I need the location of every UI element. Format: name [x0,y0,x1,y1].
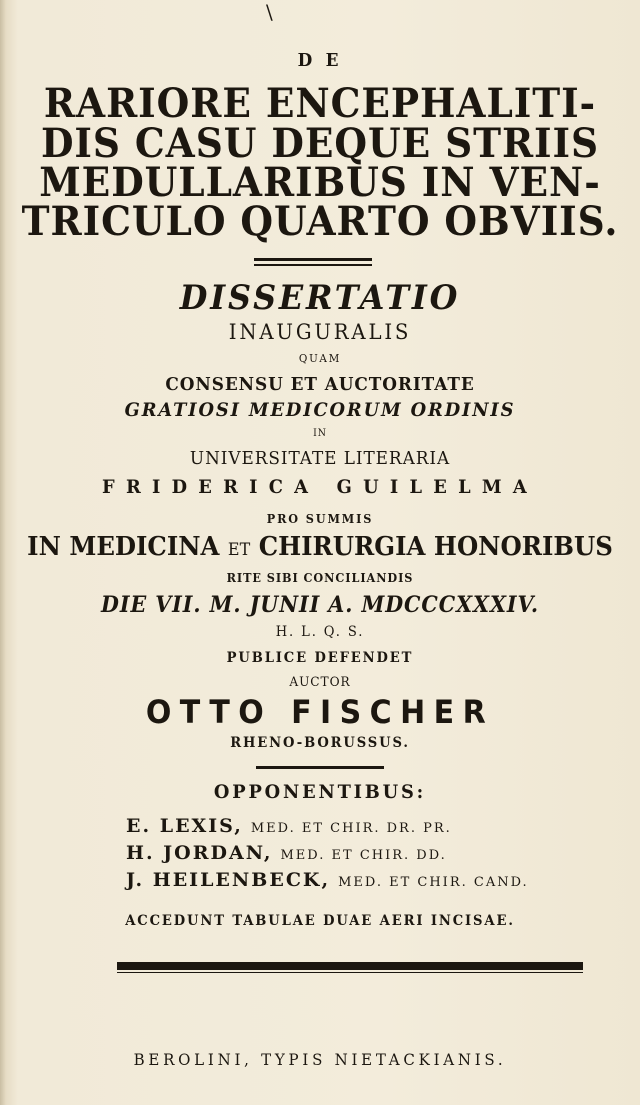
friderica-text: FRIDERICA GUILELMA [102,476,538,498]
defense-date: DIE VII. M. JUNII A. MDCCCXXXIV. [101,592,539,618]
consensu-text: CONSENSU ET AUCTORITATE [165,374,475,395]
title-preposition: D E [297,50,343,71]
opponent-2-name: H. JORDAN, [126,842,273,864]
author-name: OTTO FISCHER [145,693,495,731]
page-mark: \ [266,0,273,24]
medicina-part-2: CHIRURGIA HONORIBUS [258,532,613,562]
opponent-2-title: MED. ET CHIR. DD. [280,848,447,863]
quam-text: QUAM [298,352,342,365]
auctor-text: AUCTOR [289,675,351,690]
hlqs-text: H. L. Q. S. [275,624,365,640]
medicina-et: ET [227,540,251,560]
universitate-text: UNIVERSITATE LITERARIA [189,448,451,469]
dissertatio-heading: DISSERTATIO [179,278,461,318]
inauguralis-heading: INAUGURALIS [228,320,412,344]
opponent-3-name: J. HEILENBECK, [126,869,331,891]
imprint-text: BEROLINI, TYPIS NIETACKIANIS. [133,1050,507,1069]
author-origin: RHENO-BORUSSUS. [230,735,410,751]
rite-text: RITE SIBI CONCILIANDIS [226,571,414,585]
pro-summis-text: PRO SUMMIS [266,512,374,526]
medicina-line [20,532,620,562]
divider-rule-1b [254,264,372,266]
opponent-3-title: MED. ET CHIR. CAND. [338,875,529,890]
heavy-rule-underline [117,972,583,973]
in-text: IN [313,428,327,439]
title-line-3: MEDULLARIBUS IN VEN- [39,159,601,206]
divider-rule-1 [254,258,372,261]
opponent-1-title: MED. ET CHIR. DR. PR. [250,821,452,836]
heavy-rule [117,962,583,970]
opponent-2 [126,842,447,864]
publice-text: PUBLICE DEFENDET [226,650,414,666]
divider-rule-2 [256,766,384,769]
title-line-2: DIS CASU DEQUE STRIIS [40,120,600,167]
medicina-part-1: IN MEDICINA [27,532,220,562]
opponent-3 [126,869,529,891]
opponentibus-heading: OPPONENTIBUS: [213,781,427,803]
title-line-1: RARIORE ENCEPHALITI- [43,80,597,127]
accedunt-text: ACCEDUNT TABULAE DUAE AERI INCISAE. [125,913,515,929]
title-line-4: TRICULO QUARTO OBVIIS. [21,198,619,245]
gratiosi-text: GRATIOSI MEDICORUM ORDINIS [124,399,516,421]
opponent-1 [126,815,452,837]
opponent-1-name: E. LEXIS, [126,815,243,837]
